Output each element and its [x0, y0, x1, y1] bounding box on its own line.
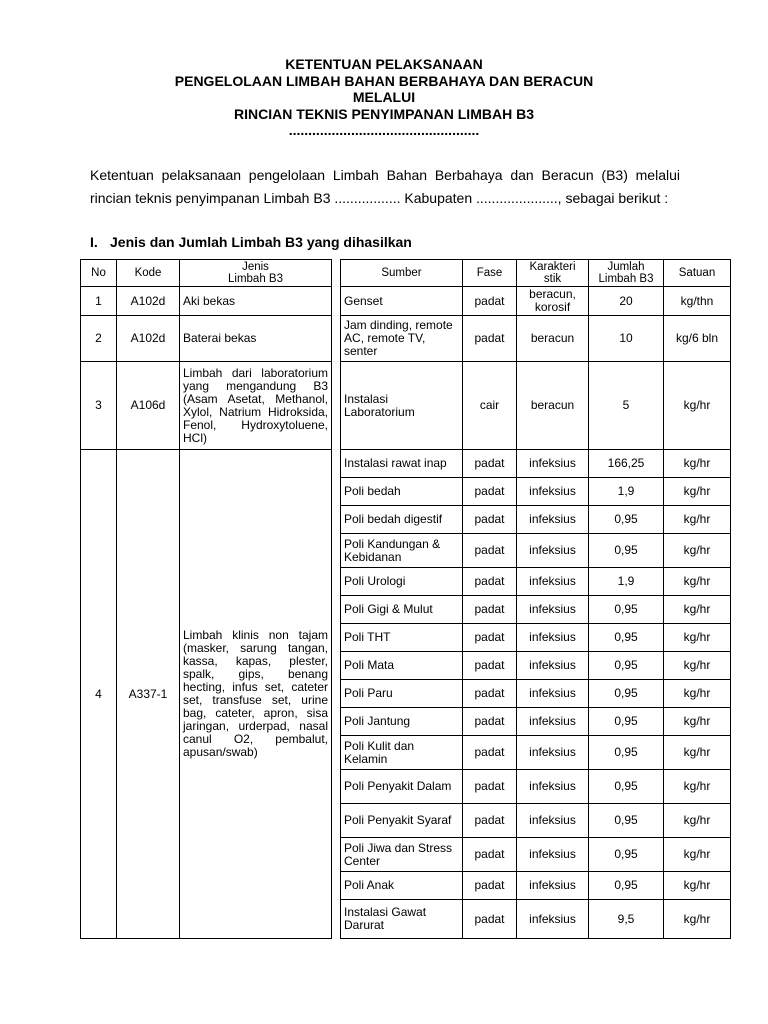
cell-jumlah: 0,95: [589, 708, 664, 736]
cell-jenis: Aki bekas: [180, 287, 332, 316]
cell-fase: padat: [463, 872, 517, 900]
waste-table: [80, 259, 731, 939]
cell-satuan: kg/hr: [664, 624, 731, 652]
cell-no: 3: [81, 362, 117, 450]
header-karakteristik: Karakteri stik: [517, 260, 589, 287]
section-heading: [90, 234, 412, 250]
table-row: [81, 450, 731, 478]
cell-satuan: kg/hr: [664, 736, 731, 770]
header-jenis: Jenis Limbah B3: [180, 260, 332, 287]
cell-fase: padat: [463, 652, 517, 680]
cell-sumber: Poli Urologi: [341, 568, 463, 596]
cell-jumlah: 0,95: [589, 872, 664, 900]
cell-karakteristik: infeksius: [517, 736, 589, 770]
cell-karakteristik: infeksius: [517, 770, 589, 804]
cell-fase: padat: [463, 316, 517, 362]
table-row: [81, 362, 731, 450]
cell-sumber: Genset: [341, 287, 463, 316]
cell-satuan: kg/hr: [664, 804, 731, 838]
cell-satuan: kg/hr: [664, 568, 731, 596]
intro-paragraph: [90, 164, 680, 209]
cell-karakteristik: infeksius: [517, 872, 589, 900]
cell-jumlah: 166,25: [589, 450, 664, 478]
cell-karakteristik: infeksius: [517, 450, 589, 478]
cell-karakteristik: infeksius: [517, 596, 589, 624]
cell-karakteristik: beracun, korosif: [517, 287, 589, 316]
cell-sumber: Jam dinding, remote AC, remote TV, senter: [341, 316, 463, 362]
cell-sumber: Poli Penyakit Syaraf: [341, 804, 463, 838]
cell-sumber: Poli bedah digestif: [341, 506, 463, 534]
cell-kode: A102d: [117, 316, 180, 362]
cell-karakteristik: infeksius: [517, 838, 589, 872]
cell-sumber: Poli THT: [341, 624, 463, 652]
header-fase: Fase: [463, 260, 517, 287]
cell-sumber: Poli Jiwa dan Stress Center: [341, 838, 463, 872]
cell-jumlah: 1,9: [589, 568, 664, 596]
cell-satuan: kg/hr: [664, 708, 731, 736]
cell-jumlah: 0,95: [589, 534, 664, 568]
cell-karakteristik: infeksius: [517, 652, 589, 680]
cell-sumber: Poli Kandungan & Kebidanan: [341, 534, 463, 568]
cell-fase: padat: [463, 596, 517, 624]
cell-sumber: Poli bedah: [341, 478, 463, 506]
cell-jumlah: 0,95: [589, 652, 664, 680]
cell-jumlah: 0,95: [589, 680, 664, 708]
column-gap: [332, 362, 341, 450]
cell-sumber: Poli Mata: [341, 652, 463, 680]
cell-satuan: kg/hr: [664, 534, 731, 568]
cell-satuan: kg/hr: [664, 680, 731, 708]
column-gap: [332, 316, 341, 362]
header-satuan: Satuan: [664, 260, 731, 287]
cell-jumlah: 0,95: [589, 736, 664, 770]
cell-karakteristik: beracun: [517, 316, 589, 362]
header-jumlah: Jumlah Limbah B3: [589, 260, 664, 287]
cell-jumlah: 0,95: [589, 624, 664, 652]
cell-fase: padat: [463, 770, 517, 804]
cell-jenis: Baterai bekas: [180, 316, 332, 362]
cell-satuan: kg/hr: [664, 872, 731, 900]
cell-fase: padat: [463, 568, 517, 596]
title-line-1: KETENTUAN PELAKSANAAN: [285, 56, 483, 72]
cell-fase: padat: [463, 680, 517, 708]
cell-karakteristik: infeksius: [517, 900, 589, 939]
cell-fase: padat: [463, 450, 517, 478]
cell-sumber: Instalasi rawat inap: [341, 450, 463, 478]
cell-sumber: Instalasi Laboratorium: [341, 362, 463, 450]
cell-jumlah: 1,9: [589, 478, 664, 506]
cell-satuan: kg/hr: [664, 506, 731, 534]
cell-kode: A337-1: [117, 450, 180, 939]
title-line-3: MELALUI: [352, 89, 416, 105]
cell-karakteristik: infeksius: [517, 568, 589, 596]
cell-satuan: kg/hr: [664, 900, 731, 939]
cell-fase: padat: [463, 736, 517, 770]
header-kode: Kode: [117, 260, 180, 287]
cell-karakteristik: infeksius: [517, 478, 589, 506]
cell-sumber: Poli Anak: [341, 872, 463, 900]
cell-karakteristik: infeksius: [517, 708, 589, 736]
intro-text: Ketentuan pelaksanaan pengelolaan Limbah Bahan Berbahaya dan Beracun (B3) melalui rincian teknis penyimpanan Limbah B3 ................. Kabupaten ....................., sebagai berikut :: [90, 167, 680, 206]
cell-karakteristik: infeksius: [517, 506, 589, 534]
cell-kode: A106d: [117, 362, 180, 450]
cell-fase: padat: [463, 534, 517, 568]
cell-sumber: Poli Paru: [341, 680, 463, 708]
cell-jumlah: 0,95: [589, 838, 664, 872]
cell-jumlah: 0,95: [589, 770, 664, 804]
column-gap: [332, 450, 341, 939]
cell-karakteristik: infeksius: [517, 680, 589, 708]
cell-karakteristik: infeksius: [517, 804, 589, 838]
table-row: [81, 287, 731, 316]
cell-jumlah: 20: [589, 287, 664, 316]
cell-fase: padat: [463, 804, 517, 838]
cell-jumlah: 9,5: [589, 900, 664, 939]
cell-jumlah: 0,95: [589, 506, 664, 534]
cell-satuan: kg/hr: [664, 838, 731, 872]
cell-karakteristik: beracun: [517, 362, 589, 450]
cell-sumber: Poli Gigi & Mulut: [341, 596, 463, 624]
cell-satuan: kg/hr: [664, 652, 731, 680]
cell-sumber: Poli Jantung: [341, 708, 463, 736]
title-line-4: RINCIAN TEKNIS PENYIMPANAN LIMBAH B3: [234, 105, 534, 122]
cell-no: 4: [81, 450, 117, 939]
cell-satuan: kg/hr: [664, 596, 731, 624]
section-title: Jenis dan Jumlah Limbah B3 yang dihasilkan: [110, 234, 412, 250]
cell-satuan: kg/thn: [664, 287, 731, 316]
header-sumber: Sumber: [341, 260, 463, 287]
cell-fase: padat: [463, 478, 517, 506]
cell-no: 1: [81, 287, 117, 316]
cell-fase: padat: [463, 506, 517, 534]
cell-fase: padat: [463, 624, 517, 652]
table-header-row: [81, 260, 731, 287]
cell-fase: padat: [463, 708, 517, 736]
cell-fase: cair: [463, 362, 517, 450]
cell-jenis: Limbah dari laboratorium yang mengandung B3 (Asam Asetat, Methanol, Xylol, Natrium Hidroksida, Fenol, Hydroxytoluene, HCl): [180, 362, 332, 450]
section-number: I.: [90, 234, 98, 250]
title-line-5-dots: .................................................: [288, 122, 480, 138]
cell-fase: padat: [463, 838, 517, 872]
cell-karakteristik: infeksius: [517, 534, 589, 568]
column-gap: [332, 260, 341, 287]
table-row: [81, 316, 731, 362]
header-no: No: [81, 260, 117, 287]
cell-jumlah: 10: [589, 316, 664, 362]
cell-jumlah: 0,95: [589, 596, 664, 624]
cell-satuan: kg/6 bln: [664, 316, 731, 362]
cell-sumber: Instalasi Gawat Darurat: [341, 900, 463, 939]
cell-no: 2: [81, 316, 117, 362]
cell-satuan: kg/hr: [664, 770, 731, 804]
cell-kode: A102d: [117, 287, 180, 316]
document-title-block: [0, 56, 768, 139]
cell-sumber: Poli Penyakit Dalam: [341, 770, 463, 804]
cell-satuan: kg/hr: [664, 362, 731, 450]
cell-satuan: kg/hr: [664, 450, 731, 478]
column-gap: [332, 287, 341, 316]
cell-sumber: Poli Kulit dan Kelamin: [341, 736, 463, 770]
cell-satuan: kg/hr: [664, 478, 731, 506]
cell-jumlah: 5: [589, 362, 664, 450]
cell-jumlah: 0,95: [589, 804, 664, 838]
cell-karakteristik: infeksius: [517, 624, 589, 652]
cell-fase: padat: [463, 900, 517, 939]
cell-jenis: Limbah klinis non tajam (masker, sarung tangan, kassa, kapas, plester, spalk, gips, benang hecting, infus set, cateter set, transfuse set, urine bag, cateter, apron, sisa jaringan, urderpad, nasal canul O2, pembalut, apusan/swab): [180, 450, 332, 939]
title-line-2: PENGELOLAAN LIMBAH BAHAN BERBAHAYA DAN BERACUN: [174, 72, 594, 89]
cell-fase: padat: [463, 287, 517, 316]
